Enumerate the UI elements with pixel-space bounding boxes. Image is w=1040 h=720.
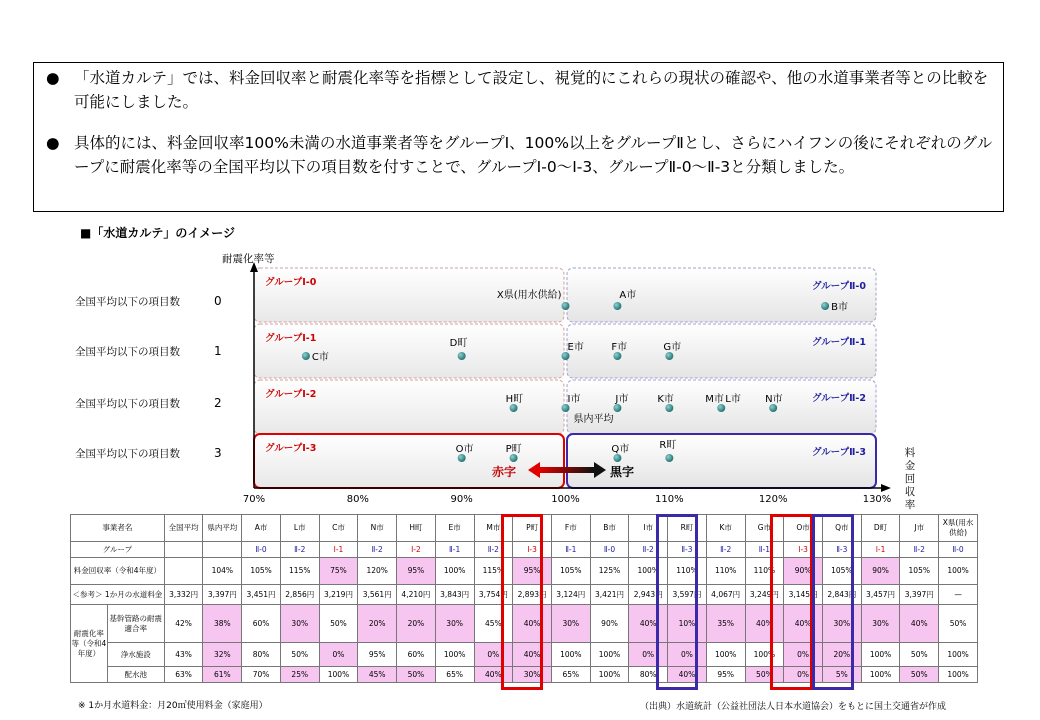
table-cell: 100% bbox=[939, 558, 978, 585]
point-label: 県内平均 bbox=[573, 414, 614, 425]
table-cell: 3,249円 bbox=[745, 585, 784, 605]
intro-paragraph-2: 具体的には、料金回収率100%未満の水道事業者等をグループⅠ、100%以上をグループⅡとし、さらにハイフンの後にそれぞれのグループに耐震化率等の全国平均以下の項目数を付すことで、グループⅠ-0〜Ⅰ-3、グループⅡ-0〜Ⅱ-3と分類しました。 bbox=[74, 134, 993, 176]
group2-box bbox=[567, 434, 876, 488]
point-label: K市 bbox=[657, 394, 674, 405]
table-cell: 3,397円 bbox=[203, 585, 242, 605]
table-cell: 104% bbox=[203, 558, 242, 585]
column-header: E市 bbox=[435, 515, 474, 542]
table-cell: Ⅱ-1 bbox=[551, 542, 590, 558]
table-cell: Ⅰ-2 bbox=[397, 542, 436, 558]
table-cell: 100% bbox=[319, 667, 358, 683]
karte-table bbox=[70, 514, 978, 683]
point-label: C市 bbox=[311, 352, 329, 363]
table-cell: 0% bbox=[668, 643, 707, 667]
column-header: R町 bbox=[668, 515, 707, 542]
row-label: 全国平均以下の項目数 bbox=[75, 448, 180, 460]
table-cell: 100% bbox=[629, 558, 668, 585]
table-cell: 30% bbox=[822, 605, 861, 643]
table-cell: 3,332円 bbox=[164, 585, 203, 605]
column-header: X県(用水供給) bbox=[939, 515, 978, 542]
table-cell: 95% bbox=[513, 558, 552, 585]
row-header: 浄水施設 bbox=[107, 643, 164, 667]
column-header: D町 bbox=[861, 515, 900, 542]
row-number: 3 bbox=[214, 446, 222, 460]
table-cell: 63% bbox=[164, 667, 203, 683]
column-header: N市 bbox=[358, 515, 397, 542]
table-cell: Ⅱ-2 bbox=[900, 542, 939, 558]
column-header: A市 bbox=[242, 515, 281, 542]
table-cell: 3,421円 bbox=[590, 585, 629, 605]
row-label: 全国平均以下の項目数 bbox=[75, 346, 180, 358]
table-cell: 90% bbox=[590, 605, 629, 643]
deficit-label: 赤字 bbox=[492, 465, 517, 479]
table-cell: 3,457円 bbox=[861, 585, 900, 605]
point-label: I市 bbox=[567, 394, 581, 405]
column-header: 全国平均 bbox=[164, 515, 203, 542]
table-cell: 2,943円 bbox=[629, 585, 668, 605]
table-cell: 100% bbox=[861, 643, 900, 667]
column-header: 事業者名 bbox=[71, 515, 165, 542]
table-cell: 90% bbox=[784, 558, 823, 585]
table-cell: 40% bbox=[513, 643, 552, 667]
group1-label: グループⅠ-3 bbox=[265, 443, 317, 454]
row-header: グループ bbox=[71, 542, 165, 558]
x-tick-label: 130% bbox=[862, 494, 892, 505]
table-cell: 3,597円 bbox=[668, 585, 707, 605]
table-cell: 61% bbox=[203, 667, 242, 683]
table-cell: 3,561円 bbox=[358, 585, 397, 605]
row-header: 料金回収率（令和4年度） bbox=[71, 558, 165, 585]
table-cell: 110% bbox=[668, 558, 707, 585]
table-cell: — bbox=[939, 585, 978, 605]
table-cell: 100% bbox=[939, 643, 978, 667]
table-cell: 32% bbox=[203, 643, 242, 667]
table-cell: 100% bbox=[590, 667, 629, 683]
table-cell: Ⅰ-3 bbox=[784, 542, 823, 558]
table-row bbox=[71, 585, 978, 605]
table-cell: 40% bbox=[513, 605, 552, 643]
table-cell: Ⅱ-3 bbox=[822, 542, 861, 558]
table-cell: 60% bbox=[242, 605, 281, 643]
table-cell: 0% bbox=[629, 643, 668, 667]
table-cell: 40% bbox=[668, 667, 707, 683]
point-label: Q市 bbox=[611, 444, 630, 455]
table-cell: 38% bbox=[203, 605, 242, 643]
table-cell: 50% bbox=[280, 643, 319, 667]
table-cell: 3,145円 bbox=[784, 585, 823, 605]
table-cell: 50% bbox=[900, 667, 939, 683]
table-cell: 20% bbox=[397, 605, 436, 643]
data-point bbox=[613, 454, 621, 462]
table-cell: Ⅱ-2 bbox=[629, 542, 668, 558]
column-header: P町 bbox=[513, 515, 552, 542]
table-cell: Ⅱ-0 bbox=[590, 542, 629, 558]
column-header: K市 bbox=[706, 515, 745, 542]
table-cell: 3,397円 bbox=[900, 585, 939, 605]
x-tick-label: 80% bbox=[346, 494, 369, 505]
table-cell: 30% bbox=[861, 605, 900, 643]
table-cell: 3,843円 bbox=[435, 585, 474, 605]
x-axis-title-char: 料 bbox=[904, 447, 916, 459]
row-header: ＜参考＞ 1か月の水道料金 bbox=[71, 585, 165, 605]
table-cell: 95% bbox=[358, 643, 397, 667]
table-cell: 60% bbox=[397, 643, 436, 667]
column-header: G市 bbox=[745, 515, 784, 542]
table-cell: Ⅱ-0 bbox=[242, 542, 281, 558]
point-label: D町 bbox=[449, 338, 468, 349]
table-cell: 110% bbox=[706, 558, 745, 585]
table-cell: 45% bbox=[358, 667, 397, 683]
table-cell: 5% bbox=[822, 667, 861, 683]
table-cell: 105% bbox=[822, 558, 861, 585]
table-cell: 100% bbox=[939, 667, 978, 683]
table-header-row bbox=[71, 515, 978, 542]
table-cell: 50% bbox=[745, 667, 784, 683]
table-cell: Ⅱ-2 bbox=[474, 542, 513, 558]
column-header: L市 bbox=[280, 515, 319, 542]
column-header: 県内平均 bbox=[203, 515, 242, 542]
table-cell: 100% bbox=[861, 667, 900, 683]
table-cell: 40% bbox=[474, 667, 513, 683]
table-cell: 80% bbox=[629, 667, 668, 683]
x-tick-label: 90% bbox=[450, 494, 473, 505]
x-axis-title-char: 金 bbox=[904, 460, 916, 472]
data-point bbox=[613, 352, 621, 360]
table-cell: 3,451円 bbox=[242, 585, 281, 605]
point-label: P町 bbox=[505, 444, 522, 455]
x-tick-label: 110% bbox=[655, 494, 684, 505]
table-cell: Ⅱ-0 bbox=[939, 542, 978, 558]
column-header: F市 bbox=[551, 515, 590, 542]
table-cell bbox=[203, 542, 242, 558]
table-cell: 125% bbox=[590, 558, 629, 585]
column-header: J市 bbox=[900, 515, 939, 542]
table-cell: 30% bbox=[435, 605, 474, 643]
point-label: X県(用水供給) bbox=[496, 290, 562, 301]
table-row bbox=[71, 605, 978, 643]
source-note: （出典）水道統計（公益社団法人日本水道協会）をもとに国土交通省が作成 bbox=[640, 702, 947, 712]
table-cell: 95% bbox=[397, 558, 436, 585]
table-cell: 100% bbox=[435, 558, 474, 585]
data-point bbox=[613, 302, 621, 310]
table-cell: Ⅱ-3 bbox=[668, 542, 707, 558]
row-number: 1 bbox=[214, 344, 222, 358]
data-point bbox=[458, 352, 466, 360]
row-number: 2 bbox=[214, 396, 222, 410]
x-axis-title-char: 収 bbox=[904, 486, 916, 498]
point-label: L市 bbox=[725, 394, 741, 405]
table-cell: 42% bbox=[164, 605, 203, 643]
table-cell: 70% bbox=[242, 667, 281, 683]
x-axis-title-char: 回 bbox=[904, 473, 916, 485]
x-tick-label: 120% bbox=[758, 494, 788, 505]
intro-paragraph-1: 「水道カルテ」では、料金回収率と耐震化率等を指標として設定し、視覚的にこれらの現状の確認や、他の水道事業者等との比較を可能にしました。 bbox=[74, 69, 989, 111]
table-cell: 2,893円 bbox=[513, 585, 552, 605]
table-cell: 105% bbox=[242, 558, 281, 585]
row-label: 全国平均以下の項目数 bbox=[75, 296, 180, 308]
x-tick-label: 70% bbox=[242, 494, 266, 505]
point-label: G市 bbox=[663, 342, 682, 353]
table-cell: 100% bbox=[745, 643, 784, 667]
data-point bbox=[769, 404, 777, 412]
data-point bbox=[510, 454, 518, 462]
data-point bbox=[821, 302, 829, 310]
row-group-header: 耐震化率等（令和4年度） bbox=[71, 605, 108, 683]
point-label: F市 bbox=[611, 342, 628, 353]
surplus-label: 黒字 bbox=[610, 465, 635, 479]
data-point bbox=[665, 352, 673, 360]
table-cell bbox=[164, 558, 203, 585]
table-cell: 115% bbox=[280, 558, 319, 585]
data-point bbox=[665, 404, 673, 412]
table-cell: 40% bbox=[900, 605, 939, 643]
table-cell: 0% bbox=[474, 643, 513, 667]
table-cell: Ⅱ-2 bbox=[358, 542, 397, 558]
row-header: 配水池 bbox=[107, 667, 164, 683]
group2-label: グループⅡ-1 bbox=[811, 337, 866, 348]
table-cell: 0% bbox=[319, 643, 358, 667]
group2-label: グループⅡ-0 bbox=[811, 281, 866, 292]
x-axis-arrow-icon bbox=[881, 484, 891, 492]
data-point bbox=[717, 404, 725, 412]
table-cell: Ⅱ-1 bbox=[435, 542, 474, 558]
table-cell: 50% bbox=[939, 605, 978, 643]
table-cell: Ⅱ-2 bbox=[706, 542, 745, 558]
table-cell: 30% bbox=[280, 605, 319, 643]
table-cell: 100% bbox=[590, 643, 629, 667]
data-point bbox=[562, 352, 570, 360]
data-point bbox=[562, 404, 570, 412]
table-cell: 100% bbox=[435, 643, 474, 667]
table-cell: 3,219円 bbox=[319, 585, 358, 605]
data-point bbox=[510, 404, 518, 412]
data-point bbox=[562, 302, 570, 310]
table-cell: 50% bbox=[319, 605, 358, 643]
row-header: 基幹管路の耐震適合率 bbox=[107, 605, 164, 643]
table-cell: Ⅰ-1 bbox=[319, 542, 358, 558]
group2-label: グループⅡ-3 bbox=[811, 447, 866, 458]
table-row bbox=[71, 558, 978, 585]
table-cell: 40% bbox=[629, 605, 668, 643]
table-cell: 45% bbox=[474, 605, 513, 643]
point-label: N市 bbox=[765, 394, 783, 405]
table-cell: 2,856円 bbox=[280, 585, 319, 605]
table-cell: 20% bbox=[822, 643, 861, 667]
table-cell: 100% bbox=[706, 643, 745, 667]
point-label: B市 bbox=[831, 302, 848, 313]
table-cell: 20% bbox=[358, 605, 397, 643]
table-cell: 30% bbox=[513, 667, 552, 683]
column-header: C市 bbox=[319, 515, 358, 542]
table-row bbox=[71, 643, 978, 667]
table-cell: 25% bbox=[280, 667, 319, 683]
table-cell: 30% bbox=[551, 605, 590, 643]
column-header: M市 bbox=[474, 515, 513, 542]
table-cell: 0% bbox=[784, 667, 823, 683]
table-cell: 50% bbox=[397, 667, 436, 683]
y-axis-title: 耐震化率等 bbox=[222, 253, 275, 265]
group2-box bbox=[567, 268, 876, 322]
group1-label: グループⅠ-2 bbox=[265, 389, 317, 400]
table-cell: 40% bbox=[784, 605, 823, 643]
table-cell: 120% bbox=[358, 558, 397, 585]
table-cell: 10% bbox=[668, 605, 707, 643]
section-title: ■「水道カルテ」のイメージ bbox=[80, 226, 235, 240]
table-cell: Ⅰ-1 bbox=[861, 542, 900, 558]
table-row bbox=[71, 542, 978, 558]
column-header: H町 bbox=[397, 515, 436, 542]
column-header: O市 bbox=[784, 515, 823, 542]
x-tick-label: 100% bbox=[551, 494, 580, 505]
point-label: E市 bbox=[567, 342, 584, 353]
table-cell: 4,210円 bbox=[397, 585, 436, 605]
balance-arrow bbox=[540, 467, 594, 473]
table-cell: Ⅰ-3 bbox=[513, 542, 552, 558]
table-cell: 105% bbox=[551, 558, 590, 585]
group1-label: グループⅠ-1 bbox=[265, 333, 317, 344]
column-header: I市 bbox=[629, 515, 668, 542]
column-header: Q市 bbox=[822, 515, 861, 542]
table-cell: 65% bbox=[551, 667, 590, 683]
point-label: A市 bbox=[619, 290, 637, 301]
table-cell: 43% bbox=[164, 643, 203, 667]
point-label: J市 bbox=[615, 394, 629, 405]
bullet-icon: ● bbox=[46, 134, 60, 152]
table-row bbox=[71, 667, 978, 683]
data-point bbox=[302, 352, 310, 360]
table-cell: 3,124円 bbox=[551, 585, 590, 605]
table-cell: 95% bbox=[706, 667, 745, 683]
row-label: 全国平均以下の項目数 bbox=[75, 398, 180, 410]
point-label: M市 bbox=[705, 394, 724, 405]
table-cell: 0% bbox=[784, 643, 823, 667]
data-point bbox=[665, 454, 673, 462]
table-cell: 100% bbox=[551, 643, 590, 667]
table-cell: 80% bbox=[242, 643, 281, 667]
table-cell: Ⅱ-2 bbox=[280, 542, 319, 558]
data-point bbox=[458, 454, 466, 462]
table-cell: 65% bbox=[435, 667, 474, 683]
table-cell: 115% bbox=[474, 558, 513, 585]
table-cell: 40% bbox=[745, 605, 784, 643]
point-label: O市 bbox=[455, 444, 474, 455]
table-cell: 75% bbox=[319, 558, 358, 585]
point-label: R町 bbox=[659, 440, 677, 451]
data-point bbox=[613, 404, 621, 412]
footnote: ※ 1か月水道料金：月20㎥使用料金（家庭用） bbox=[78, 701, 268, 711]
table-cell: 35% bbox=[706, 605, 745, 643]
point-label: H町 bbox=[505, 394, 524, 405]
row-number: 0 bbox=[214, 294, 222, 308]
table-cell: 50% bbox=[900, 643, 939, 667]
table-cell: 90% bbox=[861, 558, 900, 585]
table-cell: 3,754円 bbox=[474, 585, 513, 605]
column-header: B市 bbox=[590, 515, 629, 542]
table-cell bbox=[164, 542, 203, 558]
table-cell: 4,067円 bbox=[706, 585, 745, 605]
group2-label: グループⅡ-2 bbox=[811, 393, 866, 404]
table-cell: 110% bbox=[745, 558, 784, 585]
table-cell: 105% bbox=[900, 558, 939, 585]
table-cell: Ⅱ-1 bbox=[745, 542, 784, 558]
x-axis-title-char: 率 bbox=[904, 499, 916, 511]
group1-label: グループⅠ-0 bbox=[265, 277, 317, 288]
bullet-icon: ● bbox=[46, 69, 60, 87]
table-cell: 2,843円 bbox=[822, 585, 861, 605]
